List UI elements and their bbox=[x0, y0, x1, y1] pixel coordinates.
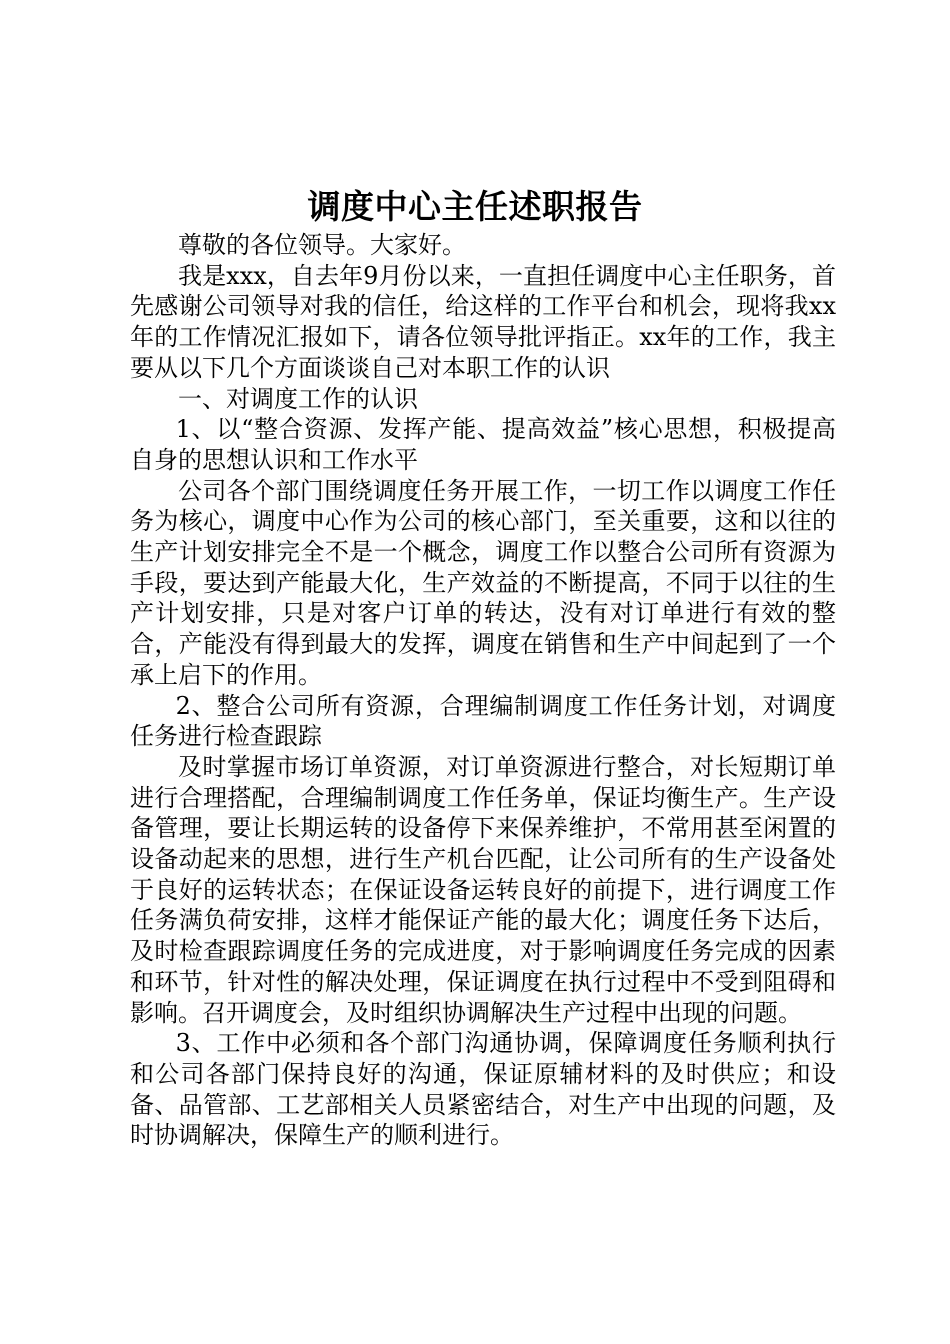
greeting-paragraph: 尊敬的各位领导。大家好。 bbox=[178, 231, 466, 259]
body-paragraph-1: 公司各个部门围绕调度任务开展工作，一切工作以调度工作任务为核心，调度中心作为公司的核心部门，至关重要，这和以往的生产计划安排完全不是一个概念，调度工作以整合公司所有资源为手段，要达到产能最大化，生产效益的不断提高，不同于以往的生产计划安排，只是对客户订单的转达，没有对订单进行有效的整合，产能没有得到最大的发挥，调度在销售和生产中间起到了一个承上启下的作用。 bbox=[130, 476, 836, 689]
subsection-heading-1: 1、以“整合资源、发挥产能、提高效益”核心思想，积极提高自身的思想认识和工作水平 bbox=[130, 415, 836, 474]
document-body bbox=[130, 230, 836, 1151]
subsection-heading-2: 2、整合公司所有资源，合理编制调度工作任务计划，对调度任务进行检查跟踪 bbox=[130, 691, 836, 751]
body-paragraph-2: 及时掌握市场订单资源，对订单资源进行整合，对长短期订单进行合理搭配，合理编制调度工作任务单，保证均衡生产。生产设备管理，要让长期运转的设备停下来保养维护，不常用甚至闲置的设备动起来的思想，进行生产机台匹配，让公司所有的生产设备处于良好的运转状态；在保证设备运转良好的前提下，进行调度工作任务满负荷安排，这样才能保证产能的最大化；调度任务下达后，及时检查跟踪调度任务的完成进度，对于影响调度任务完成的因素和环节，针对性的解决处理，保证调度在执行过程中不受到阻碍和影响。召开调度会，及时组织协调解决生产过程中出现的问题。 bbox=[130, 752, 836, 1027]
section-heading: 一、对调度工作的认识 bbox=[178, 384, 418, 413]
document-title: 调度中心主任述职报告 bbox=[307, 187, 643, 226]
intro-paragraph: 我是xxx，自去年9月份以来，一直担任调度中心主任职务，首先感谢公司领导对我的信任，给这样的工作平台和机会，现将我xx年的工作情况汇报如下，请各位领导批评指正。xx年的工作，我主要从以下几个方面谈谈自己对本职工作的认识 bbox=[130, 261, 836, 382]
subsection-heading-3: 3、工作中必须和各个部门沟通协调，保障调度任务顺利执行和公司各部门保持良好的沟通，保证原辅材料的及时供应；和设备、品管部、工艺部相关人员紧密结合，对生产中出现的问题，及时协调解决，保障生产的顺利进行。 bbox=[130, 1029, 836, 1150]
